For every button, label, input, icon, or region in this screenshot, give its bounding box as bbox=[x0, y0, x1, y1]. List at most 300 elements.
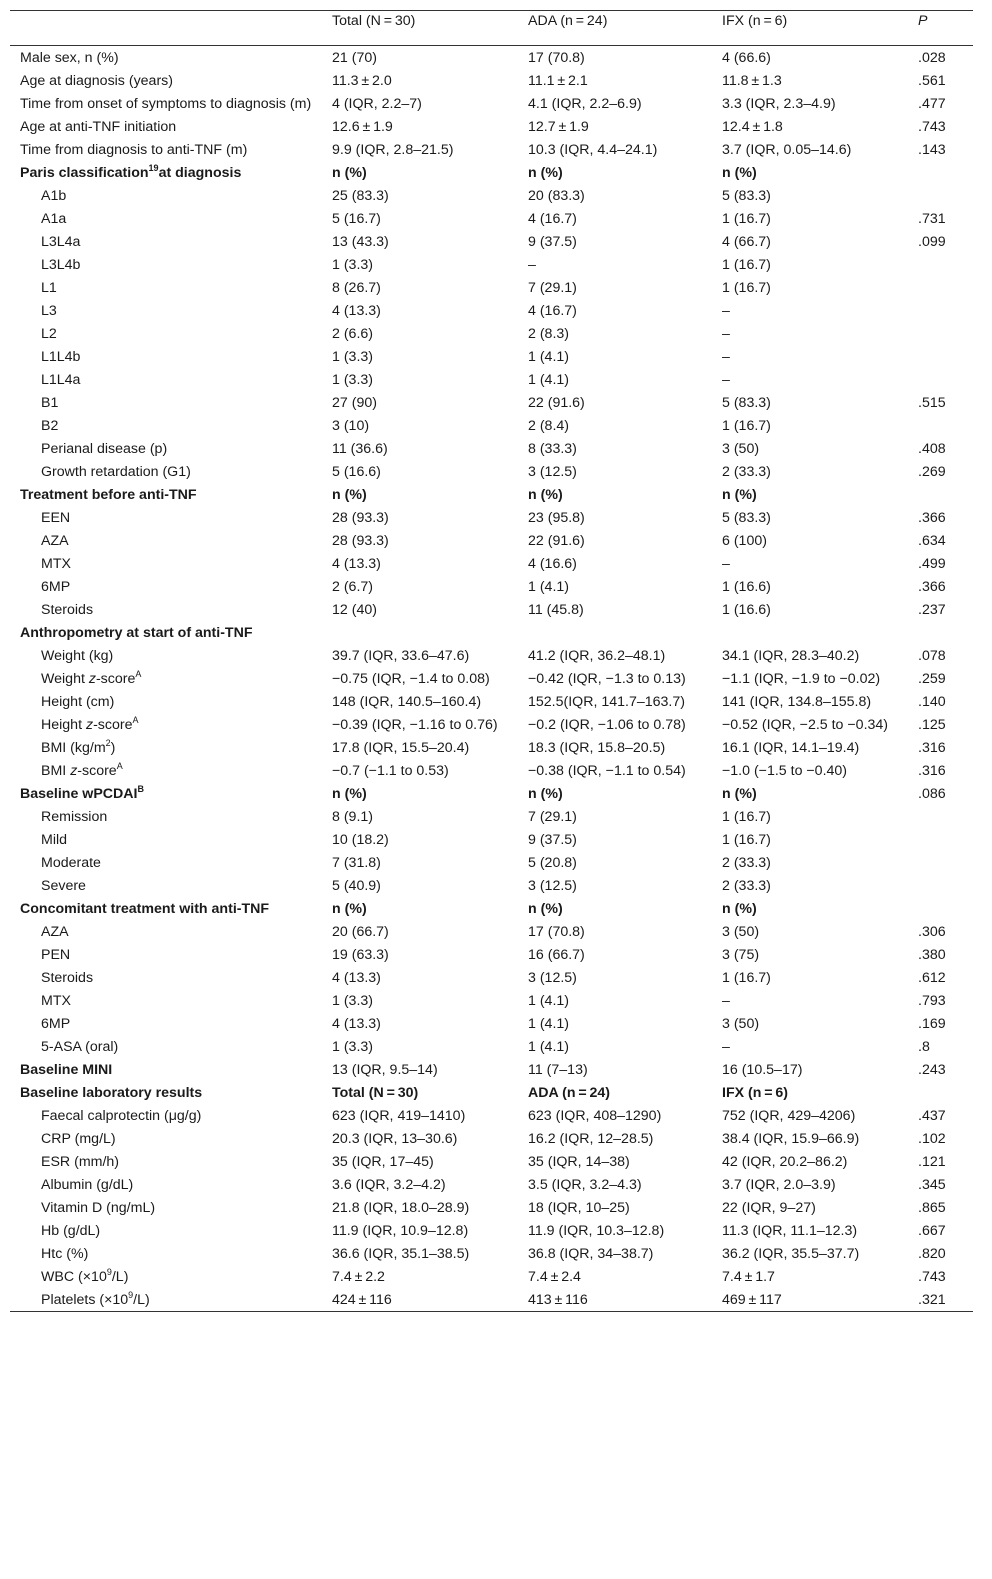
cell-ifx: 752 (IQR, 429–4206) bbox=[722, 1108, 856, 1124]
row-label-superscript: 9 bbox=[106, 1267, 112, 1277]
cell-ifx: 11.3 (IQR, 11.1–12.3) bbox=[722, 1223, 858, 1239]
cell-total: 28 (93.3) bbox=[332, 533, 389, 549]
cell-p-value: .408 bbox=[918, 441, 946, 457]
header-ifx: IFX (n = 6) bbox=[722, 13, 788, 29]
cell-p-value: .121 bbox=[918, 1154, 946, 1170]
cell-ada: 1 (4.1) bbox=[528, 1016, 570, 1032]
cell-p-value: .366 bbox=[918, 510, 946, 526]
cell-ada: 20 (83.3) bbox=[528, 188, 585, 204]
row-label-text: Treatment before anti-TNF bbox=[20, 487, 197, 503]
row-label-text: Height bbox=[41, 717, 83, 733]
cell-total: 424 ± 116 bbox=[332, 1292, 392, 1308]
row-label bbox=[10, 1288, 322, 1312]
cell-p-value: .612 bbox=[918, 970, 946, 986]
cell-p-value: .437 bbox=[918, 1108, 946, 1124]
table-row bbox=[10, 1150, 973, 1173]
cell-total: 623 (IQR, 419–1410) bbox=[332, 1108, 466, 1124]
row-label-text: Baseline wPCDAI bbox=[20, 786, 138, 802]
cell-p-value bbox=[908, 1081, 973, 1104]
row-label-text: Moderate bbox=[41, 855, 101, 871]
table-row bbox=[10, 1058, 973, 1081]
cell-ada: ADA (n = 24) bbox=[528, 1085, 611, 1101]
row-label bbox=[10, 345, 322, 368]
row-label-footnote: A bbox=[132, 715, 139, 725]
row-label-suffix: at diagnosis bbox=[158, 165, 242, 181]
cell-ifx: 2 (33.3) bbox=[722, 878, 771, 894]
table-header bbox=[10, 11, 973, 46]
cell-ada: 22 (91.6) bbox=[528, 533, 585, 549]
cell-ada: 1 (4.1) bbox=[528, 993, 570, 1009]
cell-ifx bbox=[712, 621, 908, 644]
row-label bbox=[10, 161, 322, 184]
table-row bbox=[10, 667, 973, 690]
cell-ifx: 7.4 ± 1.7 bbox=[722, 1269, 775, 1285]
cell-ifx: – bbox=[722, 326, 730, 342]
cell-total: 1 (3.3) bbox=[332, 1039, 374, 1055]
cell-total: 20 (66.7) bbox=[332, 924, 389, 940]
table-row bbox=[10, 690, 973, 713]
cell-ifx: 1 (16.7) bbox=[722, 970, 771, 986]
cell-p-value: .078 bbox=[918, 648, 946, 664]
cell-p-value: .169 bbox=[918, 1016, 946, 1032]
cell-ada: 16.2 (IQR, 12–28.5) bbox=[528, 1131, 654, 1147]
cell-p-value bbox=[908, 368, 973, 391]
cell-p-value: .099 bbox=[918, 234, 946, 250]
cell-p-value: .306 bbox=[918, 924, 946, 940]
cell-p-value: .102 bbox=[918, 1131, 946, 1147]
row-label-text: Concomitant treatment with anti-TNF bbox=[20, 901, 270, 917]
cell-p-value: .8 bbox=[918, 1039, 930, 1055]
cell-ifx: 1 (16.7) bbox=[722, 280, 771, 296]
cell-ifx: 3.7 (IQR, 2.0–3.9) bbox=[722, 1177, 836, 1193]
table-row bbox=[10, 552, 973, 575]
row-label bbox=[10, 184, 322, 207]
cell-ifx: 1 (16.7) bbox=[722, 211, 771, 227]
row-label-text: ESR (mm/h) bbox=[41, 1154, 120, 1170]
header-row bbox=[10, 11, 973, 46]
row-label-text: Albumin (g/dL) bbox=[41, 1177, 134, 1193]
cell-p-value bbox=[908, 805, 973, 828]
row-label bbox=[10, 460, 322, 483]
row-label-text: L3L4b bbox=[41, 257, 81, 273]
table-row bbox=[10, 943, 973, 966]
table-row bbox=[10, 621, 973, 644]
cell-ada: 22 (91.6) bbox=[528, 395, 585, 411]
cell-total: 1 (3.3) bbox=[332, 257, 374, 273]
row-label-text: L2 bbox=[41, 326, 57, 342]
cell-ifx: 1 (16.6) bbox=[722, 579, 771, 595]
cell-ada: 4.1 (IQR, 2.2–6.9) bbox=[528, 96, 642, 112]
row-label-text: AZA bbox=[41, 533, 69, 549]
row-label bbox=[10, 805, 322, 828]
table-row bbox=[10, 529, 973, 552]
row-label-tail: ) bbox=[110, 740, 116, 756]
cell-ada: 11.1 ± 2.1 bbox=[528, 73, 588, 89]
row-label-text: L1L4b bbox=[41, 349, 81, 365]
table-row bbox=[10, 736, 973, 759]
cell-p-value: .345 bbox=[918, 1177, 946, 1193]
row-label-text: Hb (g/dL) bbox=[41, 1223, 101, 1239]
cell-total: 2 (6.6) bbox=[332, 326, 374, 342]
cell-p-value: .366 bbox=[918, 579, 946, 595]
cell-ada: 3 (12.5) bbox=[528, 878, 577, 894]
row-label bbox=[10, 828, 322, 851]
cell-ifx: 3.7 (IQR, 0.05–14.6) bbox=[722, 142, 852, 158]
table-row bbox=[10, 69, 973, 92]
cell-ifx: 22 (IQR, 9–27) bbox=[722, 1200, 816, 1216]
cell-p-value: .561 bbox=[918, 73, 946, 89]
row-label-text: B2 bbox=[41, 418, 59, 434]
cell-total: 4 (13.3) bbox=[332, 556, 381, 572]
cell-ada: 3 (12.5) bbox=[528, 464, 577, 480]
cell-p-value: .259 bbox=[918, 671, 946, 687]
cell-ada: 2 (8.4) bbox=[528, 418, 570, 434]
cell-p-value bbox=[908, 253, 973, 276]
cell-ada: 5 (20.8) bbox=[528, 855, 577, 871]
cell-total: 25 (83.3) bbox=[332, 188, 389, 204]
cell-ada: 17 (70.8) bbox=[528, 924, 585, 940]
row-label-tail: /L) bbox=[111, 1269, 129, 1285]
row-label bbox=[10, 1035, 322, 1058]
row-label bbox=[10, 368, 322, 391]
cell-total: 5 (16.6) bbox=[332, 464, 381, 480]
cell-ada: 4 (16.7) bbox=[528, 303, 577, 319]
row-label-superscript: 2 bbox=[105, 738, 111, 748]
cell-total: 17.8 (IQR, 15.5–20.4) bbox=[332, 740, 470, 756]
row-label-text: BMI (kg/m bbox=[41, 740, 106, 756]
cell-ada: 623 (IQR, 408–1290) bbox=[528, 1108, 662, 1124]
cell-ifx: −0.52 (IQR, −2.5 to −0.34) bbox=[722, 717, 889, 733]
row-label bbox=[10, 1242, 322, 1265]
cell-total: 4 (13.3) bbox=[332, 1016, 381, 1032]
row-label bbox=[10, 1196, 322, 1219]
cell-ada: −0.38 (IQR, −1.1 to 0.54) bbox=[528, 763, 686, 779]
row-label-text: CRP (mg/L) bbox=[41, 1131, 116, 1147]
cell-ada: 7 (29.1) bbox=[528, 280, 577, 296]
cell-ada: −0.42 (IQR, −1.3 to 0.13) bbox=[528, 671, 686, 687]
table-row bbox=[10, 1219, 973, 1242]
table-row bbox=[10, 851, 973, 874]
cell-p-value bbox=[908, 851, 973, 874]
cell-ada: 3 (12.5) bbox=[528, 970, 577, 986]
row-label-text: Faecal calprotectin (μg/g) bbox=[41, 1108, 202, 1124]
row-label-italic: z bbox=[88, 671, 96, 687]
cell-total: 39.7 (IQR, 33.6–47.6) bbox=[332, 648, 470, 664]
table-row bbox=[10, 644, 973, 667]
row-label bbox=[10, 46, 322, 70]
cell-total: Total (N = 30) bbox=[332, 1085, 419, 1101]
cell-ada bbox=[518, 621, 712, 644]
table-row bbox=[10, 161, 973, 184]
cell-p-value bbox=[908, 184, 973, 207]
row-label bbox=[10, 1012, 322, 1035]
row-label bbox=[10, 1265, 322, 1288]
row-label-text: 6MP bbox=[41, 579, 71, 595]
row-label-text: MTX bbox=[41, 556, 71, 572]
row-label bbox=[10, 759, 322, 782]
table-row bbox=[10, 598, 973, 621]
cell-ifx: 36.2 (IQR, 35.5–37.7) bbox=[722, 1246, 860, 1262]
cell-ifx: 3 (50) bbox=[722, 924, 760, 940]
row-label-text: Male sex, n (%) bbox=[20, 50, 119, 66]
row-label-text: L3L4a bbox=[41, 234, 81, 250]
cell-total: 3 (10) bbox=[332, 418, 370, 434]
row-label-footnote: A bbox=[135, 669, 142, 679]
cell-total bbox=[322, 621, 518, 644]
row-label-italic: z bbox=[70, 763, 78, 779]
row-label-superscript: 19 bbox=[148, 163, 159, 173]
cell-p-value: .143 bbox=[918, 142, 946, 158]
cell-ada: 10.3 (IQR, 4.4–24.1) bbox=[528, 142, 658, 158]
row-label-text: Growth retardation (G1) bbox=[41, 464, 191, 480]
cell-ifx: – bbox=[722, 556, 730, 572]
cell-total: 1 (3.3) bbox=[332, 993, 374, 1009]
cell-ada: 413 ± 116 bbox=[528, 1292, 588, 1308]
cell-ada: 9 (37.5) bbox=[528, 832, 577, 848]
cell-total: 11 (36.6) bbox=[332, 441, 388, 457]
row-label-superscript: B bbox=[137, 784, 144, 794]
table-container bbox=[10, 10, 973, 1312]
cell-total: −0.75 (IQR, −1.4 to 0.08) bbox=[332, 671, 490, 687]
row-label-text: Time from diagnosis to anti-TNF (m) bbox=[20, 142, 248, 158]
cell-ada: 11 (7–13) bbox=[528, 1062, 588, 1078]
cell-total: 5 (40.9) bbox=[332, 878, 381, 894]
row-label-text: Htc (%) bbox=[41, 1246, 89, 1262]
cell-total: n (%) bbox=[332, 901, 367, 917]
table-row bbox=[10, 230, 973, 253]
table-row bbox=[10, 782, 973, 805]
cell-ifx: 141 (IQR, 134.8–155.8) bbox=[722, 694, 872, 710]
row-label-text: Baseline laboratory results bbox=[20, 1085, 203, 1101]
table-row bbox=[10, 874, 973, 897]
cell-p-value: .243 bbox=[918, 1062, 946, 1078]
cell-ada: 41.2 (IQR, 36.2–48.1) bbox=[528, 648, 666, 664]
cell-ada: 4 (16.7) bbox=[528, 211, 577, 227]
row-label bbox=[10, 414, 322, 437]
cell-total: 7.4 ± 2.2 bbox=[332, 1269, 385, 1285]
row-label bbox=[10, 115, 322, 138]
table-row bbox=[10, 1104, 973, 1127]
row-label bbox=[10, 437, 322, 460]
table-row bbox=[10, 506, 973, 529]
row-label bbox=[10, 552, 322, 575]
cell-ada: 17 (70.8) bbox=[528, 50, 585, 66]
cell-ada: 11 (45.8) bbox=[528, 602, 584, 618]
cell-total: 12.6 ± 1.9 bbox=[332, 119, 393, 135]
cell-ifx: 34.1 (IQR, 28.3–40.2) bbox=[722, 648, 860, 664]
cell-total: 3.6 (IQR, 3.2–4.2) bbox=[332, 1177, 446, 1193]
cell-p-value bbox=[908, 483, 973, 506]
table-row bbox=[10, 92, 973, 115]
row-label bbox=[10, 253, 322, 276]
table-row bbox=[10, 828, 973, 851]
table-row bbox=[10, 368, 973, 391]
row-label bbox=[10, 69, 322, 92]
cell-p-value: .316 bbox=[918, 740, 946, 756]
row-label bbox=[10, 138, 322, 161]
row-label-text: 5-ASA (oral) bbox=[41, 1039, 119, 1055]
cell-ifx: n (%) bbox=[722, 165, 757, 181]
cell-ifx: – bbox=[722, 1039, 730, 1055]
table-row bbox=[10, 1288, 973, 1312]
row-label bbox=[10, 736, 322, 759]
row-label bbox=[10, 1058, 322, 1081]
row-label bbox=[10, 1127, 322, 1150]
row-label-text: WBC (×10 bbox=[41, 1269, 107, 1285]
table-row bbox=[10, 1265, 973, 1288]
cell-p-value: .125 bbox=[918, 717, 946, 733]
cell-ada: n (%) bbox=[528, 786, 563, 802]
cell-ifx: 469 ± 117 bbox=[722, 1292, 782, 1308]
cell-total: 7 (31.8) bbox=[332, 855, 381, 871]
cell-ifx: 12.4 ± 1.8 bbox=[722, 119, 783, 135]
table-row bbox=[10, 1035, 973, 1058]
table-row bbox=[10, 115, 973, 138]
row-label-italic: z bbox=[85, 717, 94, 733]
cell-ada: 18 (IQR, 10–25) bbox=[528, 1200, 630, 1216]
cell-p-value: .731 bbox=[918, 211, 946, 227]
row-label-suffix: -score bbox=[95, 671, 136, 687]
cell-total: 1 (3.3) bbox=[332, 349, 374, 365]
cell-ifx: n (%) bbox=[722, 901, 757, 917]
cell-p-value bbox=[908, 345, 973, 368]
row-label bbox=[10, 598, 322, 621]
row-label bbox=[10, 1150, 322, 1173]
cell-ada: 7 (29.1) bbox=[528, 809, 577, 825]
row-label-text: Age at diagnosis (years) bbox=[20, 73, 173, 89]
table-row bbox=[10, 483, 973, 506]
cell-ifx: 11.8 ± 1.3 bbox=[722, 73, 782, 89]
cell-ifx: IFX (n = 6) bbox=[722, 1085, 788, 1101]
row-label-text: PEN bbox=[41, 947, 71, 963]
table-row bbox=[10, 713, 973, 736]
row-label-text: L1L4a bbox=[41, 372, 81, 388]
table-row bbox=[10, 276, 973, 299]
cell-ifx: 3 (75) bbox=[722, 947, 760, 963]
cell-ada: 16 (66.7) bbox=[528, 947, 585, 963]
table-row bbox=[10, 1012, 973, 1035]
cell-p-value: .316 bbox=[918, 763, 946, 779]
cell-ada: 1 (4.1) bbox=[528, 1039, 570, 1055]
row-label bbox=[10, 230, 322, 253]
table-row bbox=[10, 207, 973, 230]
row-label bbox=[10, 1219, 322, 1242]
cell-ada: 7.4 ± 2.4 bbox=[528, 1269, 581, 1285]
cell-ifx: 16 (10.5–17) bbox=[722, 1062, 803, 1078]
row-label bbox=[10, 1173, 322, 1196]
cell-total: 28 (93.3) bbox=[332, 510, 389, 526]
cell-total: 19 (63.3) bbox=[332, 947, 389, 963]
table-row bbox=[10, 1127, 973, 1150]
table-row bbox=[10, 897, 973, 920]
cell-ada: 9 (37.5) bbox=[528, 234, 577, 250]
cell-total: 11.9 (IQR, 10.9–12.8) bbox=[332, 1223, 469, 1239]
cell-p-value bbox=[908, 414, 973, 437]
cell-ada: 1 (4.1) bbox=[528, 349, 570, 365]
row-label bbox=[10, 1104, 322, 1127]
cell-ifx: 16.1 (IQR, 14.1–19.4) bbox=[722, 740, 860, 756]
row-label-text: A1b bbox=[41, 188, 67, 204]
cell-total: 13 (IQR, 9.5–14) bbox=[332, 1062, 438, 1078]
cell-ada: 11.9 (IQR, 10.3–12.8) bbox=[528, 1223, 665, 1239]
row-label bbox=[10, 276, 322, 299]
cell-total: 27 (90) bbox=[332, 395, 377, 411]
cell-total: n (%) bbox=[332, 786, 367, 802]
cell-p-value: .477 bbox=[918, 96, 946, 112]
table-row bbox=[10, 414, 973, 437]
cell-ifx: 5 (83.3) bbox=[722, 188, 771, 204]
cell-p-value: .515 bbox=[918, 395, 946, 411]
cell-ifx: 42 (IQR, 20.2–86.2) bbox=[722, 1154, 848, 1170]
cell-p-value: .820 bbox=[918, 1246, 946, 1262]
row-label-text: 6MP bbox=[41, 1016, 71, 1032]
row-label bbox=[10, 782, 322, 805]
row-label-superscript: 9 bbox=[128, 1290, 134, 1300]
row-label bbox=[10, 506, 322, 529]
cell-ada: 1 (4.1) bbox=[528, 579, 570, 595]
row-label-text: Baseline MINI bbox=[20, 1062, 113, 1078]
cell-total: 20.3 (IQR, 13–30.6) bbox=[332, 1131, 458, 1147]
cell-ada: 23 (95.8) bbox=[528, 510, 585, 526]
cell-ifx: – bbox=[722, 303, 730, 319]
header-cell-blank bbox=[10, 11, 322, 46]
row-label-text: Steroids bbox=[41, 602, 94, 618]
cell-total: 10 (18.2) bbox=[332, 832, 389, 848]
cell-total: 1 (3.3) bbox=[332, 372, 374, 388]
cell-ada: n (%) bbox=[528, 901, 563, 917]
cell-p-value: .028 bbox=[918, 50, 946, 66]
cell-total: 5 (16.7) bbox=[332, 211, 381, 227]
cell-ifx: – bbox=[722, 349, 730, 365]
row-label bbox=[10, 92, 322, 115]
row-label-text: Severe bbox=[41, 878, 86, 894]
row-label bbox=[10, 989, 322, 1012]
table-row bbox=[10, 345, 973, 368]
row-label bbox=[10, 943, 322, 966]
cell-ifx: – bbox=[722, 993, 730, 1009]
row-label-suffix: -score bbox=[77, 763, 117, 779]
cell-ada: −0.2 (IQR, −1.06 to 0.78) bbox=[528, 717, 686, 733]
table-row bbox=[10, 253, 973, 276]
cell-ifx: 3 (50) bbox=[722, 441, 760, 457]
row-label-text: L1 bbox=[41, 280, 57, 296]
cell-total: 148 (IQR, 140.5–160.4) bbox=[332, 694, 482, 710]
row-label bbox=[10, 299, 322, 322]
row-label bbox=[10, 621, 322, 644]
cell-total: 11.3 ± 2.0 bbox=[332, 73, 392, 89]
header-p-value: P bbox=[918, 13, 928, 29]
cell-p-value: .865 bbox=[918, 1200, 946, 1216]
row-label-text: Age at anti-TNF initiation bbox=[20, 119, 177, 135]
cell-p-value: .793 bbox=[918, 993, 946, 1009]
cell-ada: – bbox=[528, 257, 536, 273]
row-label bbox=[10, 713, 322, 736]
cell-total: 12 (40) bbox=[332, 602, 377, 618]
cell-total: 36.6 (IQR, 35.1–38.5) bbox=[332, 1246, 470, 1262]
row-label-text: Time from onset of symptoms to diagnosis (m) bbox=[20, 96, 312, 112]
cell-p-value: .634 bbox=[918, 533, 946, 549]
cell-ada: n (%) bbox=[528, 487, 563, 503]
cell-ifx: 1 (16.7) bbox=[722, 832, 771, 848]
cell-p-value: .237 bbox=[918, 602, 946, 618]
row-label-text: BMI bbox=[41, 763, 67, 779]
cell-total: 35 (IQR, 17–45) bbox=[332, 1154, 434, 1170]
cell-p-value: .140 bbox=[918, 694, 946, 710]
cell-p-value bbox=[908, 828, 973, 851]
row-label bbox=[10, 483, 322, 506]
cell-total: n (%) bbox=[332, 487, 367, 503]
cell-p-value bbox=[908, 322, 973, 345]
